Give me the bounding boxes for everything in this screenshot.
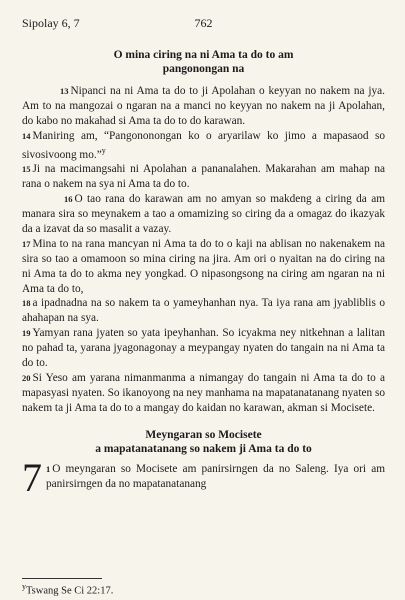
footnote-text: Tswang Se Ci 22:17.: [26, 585, 114, 597]
chapter-reference: Sipolay 6, 7: [22, 16, 80, 30]
section-heading-1-line-2: pangonongan na: [162, 63, 245, 75]
verse-14: [22, 129, 385, 163]
verse-15: [22, 162, 385, 192]
verse-text: Mina to na rana mancyan ni Ama ta do to o kaji na ablisan no nakenakem na sira so tao a omamoon so mina ciring na jira. Am ori o nyaitan na do ciring na ni Ama ta do to akma ney yongkad. O nipasongsong na ciring am ngaran na ni Ama ta do to,: [22, 237, 385, 295]
verse-text: Nipanci na ni Ama ta do to ji Apolahan o keyyan no nakem na jya. Am to na mangozai o ngaran na a manci no keyyan no nakem na ji Apolahan, do kabo no makahad si Ama ta do to do karawan.: [22, 85, 385, 127]
verse-text: Si Yeso am yarana nimanmanma a nimangay do tangain ni Ama ta do to a mapasyasi nyaten. So ikanoyong na ney manhama na mapatanatanang nyaten so nakem ta ji Ama ta do to a mangay do kaidan no karawan, akman si Mocisete.: [22, 371, 385, 414]
verse-number: 14: [22, 130, 31, 141]
page-number: 762: [194, 16, 213, 30]
verse-17: [22, 237, 385, 297]
chapter-number: 7: [22, 454, 42, 500]
footnote-marker: y: [22, 582, 26, 591]
verse-number: 1: [46, 463, 51, 474]
verse-number: 16: [64, 194, 73, 205]
verse-text: O meyngaran so Mocisete am panirsirngen da no Saleng. Iya ori am panirsirngen da no mapatanatanang: [46, 462, 385, 490]
section-heading-1-line-1: O mina ciring na ni Ama ta do to am: [113, 49, 294, 61]
verse-number: 17: [22, 238, 31, 249]
verse-number: 13: [60, 86, 69, 96]
verse-number: 18: [22, 298, 31, 309]
verse-text: Maniring am, “Pangononongan ko o aryarilaw ko jimo a mapasaod so sivosivoong mo.”: [22, 129, 385, 161]
verse-number: 20: [22, 372, 31, 383]
footnote: [22, 582, 113, 597]
verse-16: [22, 192, 385, 237]
section-heading-1: [22, 48, 385, 76]
section-heading-2: [22, 428, 385, 456]
footnote-marker: y: [101, 145, 106, 155]
verse-number: 15: [22, 164, 31, 175]
verse-18: [22, 296, 385, 326]
body-text: [22, 84, 385, 416]
verse-text: Ji na macimangsahi ni Apolahan a pananalahen. Makarahan am mahap na rana o nakem na sya ni Ama ta do to.: [22, 163, 385, 191]
section-heading-2-line-2: a mapatanatanang so nakem ji Ama ta do to: [95, 442, 312, 455]
section-heading-2-line-1: Meyngaran so Mocisete: [145, 428, 262, 441]
verse-13: [22, 84, 385, 129]
verse-number: 19: [22, 328, 31, 339]
verse-text: Yamyan rana jyaten so yata ipeyhanhan. So icyakma ney nitkehnan a lalitan no pahad ta, yarana jyagonagonay a meypangay nyaten do tangain na ni Ama ta do to.: [22, 327, 385, 370]
verse-text: a ipadnadna na so nakem ta o yameyhanhan nya. Ta iya rana am jyabliblis o ahahapan na sya.: [22, 297, 385, 325]
chapter-7-start: [22, 454, 385, 500]
verse-20: [22, 371, 385, 416]
page-header: [22, 16, 385, 34]
footnote-divider: [22, 578, 102, 579]
verse-text: O tao rana do karawan am no amyan so makdeng a ciring da am manara sira so meynakem a tao a omamizing so ciring da a omagaz do ikazyak da a izavat da so masalit a vazay.: [22, 193, 385, 235]
verse-19: [22, 326, 385, 371]
